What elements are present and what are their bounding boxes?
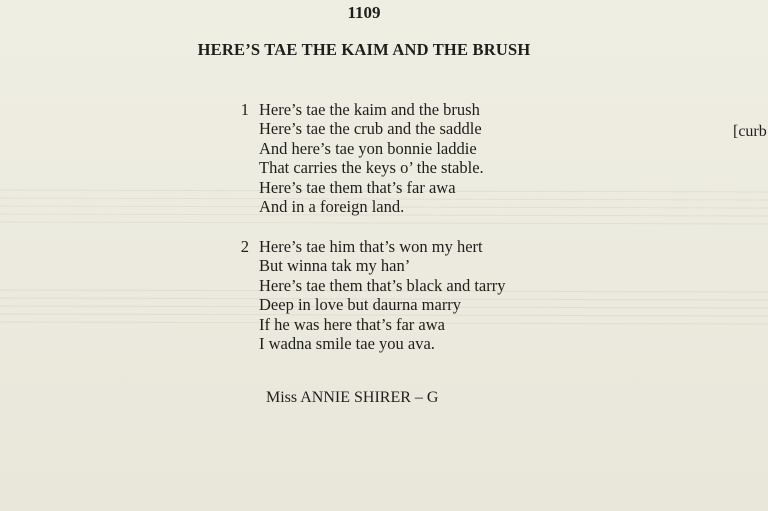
verse-line: But winna tak my han’ — [259, 256, 411, 276]
verse-line: That carries the keys o’ the stable. — [259, 158, 484, 178]
verse-line: And in a foreign land. — [259, 197, 405, 217]
stanza-1 — [229, 100, 484, 216]
verse-line: If he was here that’s far awa — [259, 314, 445, 334]
stanza-lines — [259, 100, 484, 216]
verse-line: Here’s tae the kaim and the brush — [259, 100, 480, 119]
stanza-number: 2 — [240, 237, 249, 256]
verse-line: I wadna smile tae you ava. — [259, 334, 435, 354]
verse-line: Here’s tae them that’s far awa — [259, 177, 456, 197]
singer-attribution: Miss ANNIE SHIRER – G — [266, 389, 439, 406]
verse-line: Deep in love but daurna marry — [259, 295, 462, 315]
verse-line: Here’s tae the crub and the saddle — [259, 119, 482, 139]
margin-gloss: [curb — [733, 123, 767, 140]
stanza-lines — [259, 237, 506, 353]
song-number: 1109 — [347, 3, 381, 22]
stanza-2 — [229, 237, 506, 353]
verse-line: Here’s tae him that’s won my hert — [259, 237, 483, 256]
verse-line: Here’s tae them that’s black and tarry — [259, 275, 506, 295]
verse-line: And here’s tae yon bonnie laddie — [259, 138, 477, 158]
stanza-number: 1 — [240, 100, 249, 119]
song-title: HERE’S TAE THE KAIM AND THE BRUSH — [197, 40, 531, 59]
